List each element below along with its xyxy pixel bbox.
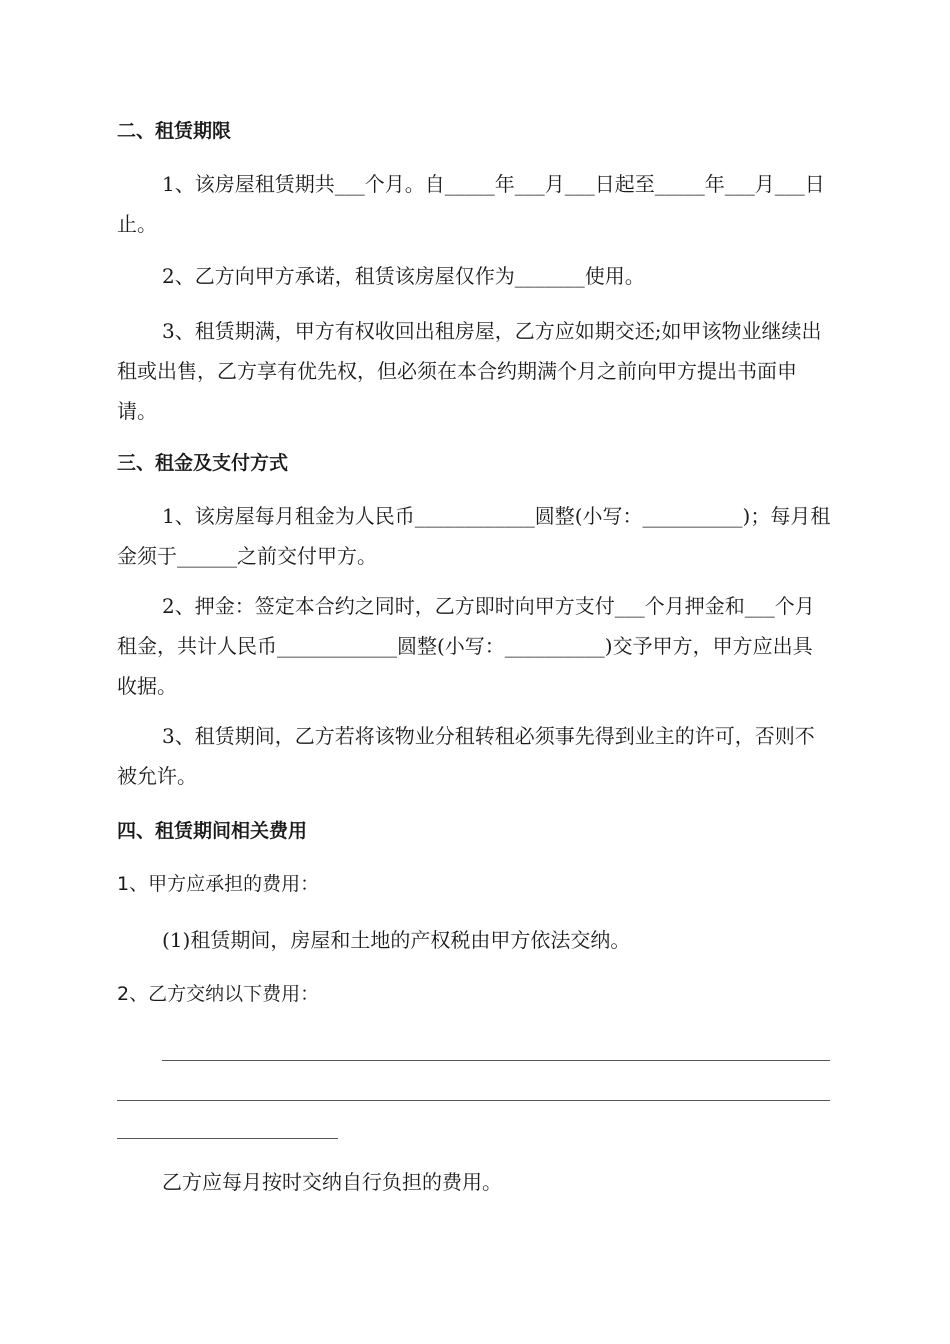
fee-item-party-b: 2、乙方交纳以下费用： [117, 983, 320, 1005]
clause-usage-commitment: 2、乙方向甲方承诺，租赁该房屋仅作为_______使用。 [162, 264, 645, 288]
section-heading-lease-term: 二、租赁期限 [117, 120, 232, 142]
clause-lease-period: 1、该房屋租赁期共___个月。自_____年___月___日起至_____年___月___日止。 [117, 172, 825, 236]
clause-sublease: 3、租赁期间，乙方若将该物业分租转租必须事先得到业主的许可，否则不被允许。 [117, 724, 815, 788]
fee-item-party-a: 1、甲方应承担的费用： [117, 873, 320, 895]
clause-deposit: 2、押金：签定本合约之同时，乙方即时向甲方支付___个月押金和___个月租金，共计人民币____________圆整(小写：__________)交予甲方，甲方应出具收据。 [117, 594, 815, 698]
clause-monthly-rent: 1、该房屋每月租金为人民币____________圆整(小写：__________)；每月租金须于______之前交付甲方。 [117, 504, 831, 568]
section-heading-rent-payment: 三、租金及支付方式 [117, 452, 289, 474]
clause-lease-expiry: 3、租赁期满，甲方有权收回出租房屋，乙方应如期交还;如甲该物业继续出租或出售，乙方享有优先权，但必须在本合约期满个月之前向甲方提出书面申请。 [117, 319, 822, 423]
fee-subitem-property-tax: (1)租赁期间，房屋和土地的产权税由甲方依法交纳。 [162, 928, 631, 952]
blank-fill-line [117, 1100, 830, 1101]
blank-fill-line [162, 1060, 830, 1061]
section-heading-related-fees: 四、租赁期间相关费用 [117, 820, 308, 842]
blank-fill-line [117, 1138, 338, 1139]
closing-statement: 乙方应每月按时交纳自行负担的费用。 [162, 1170, 502, 1194]
